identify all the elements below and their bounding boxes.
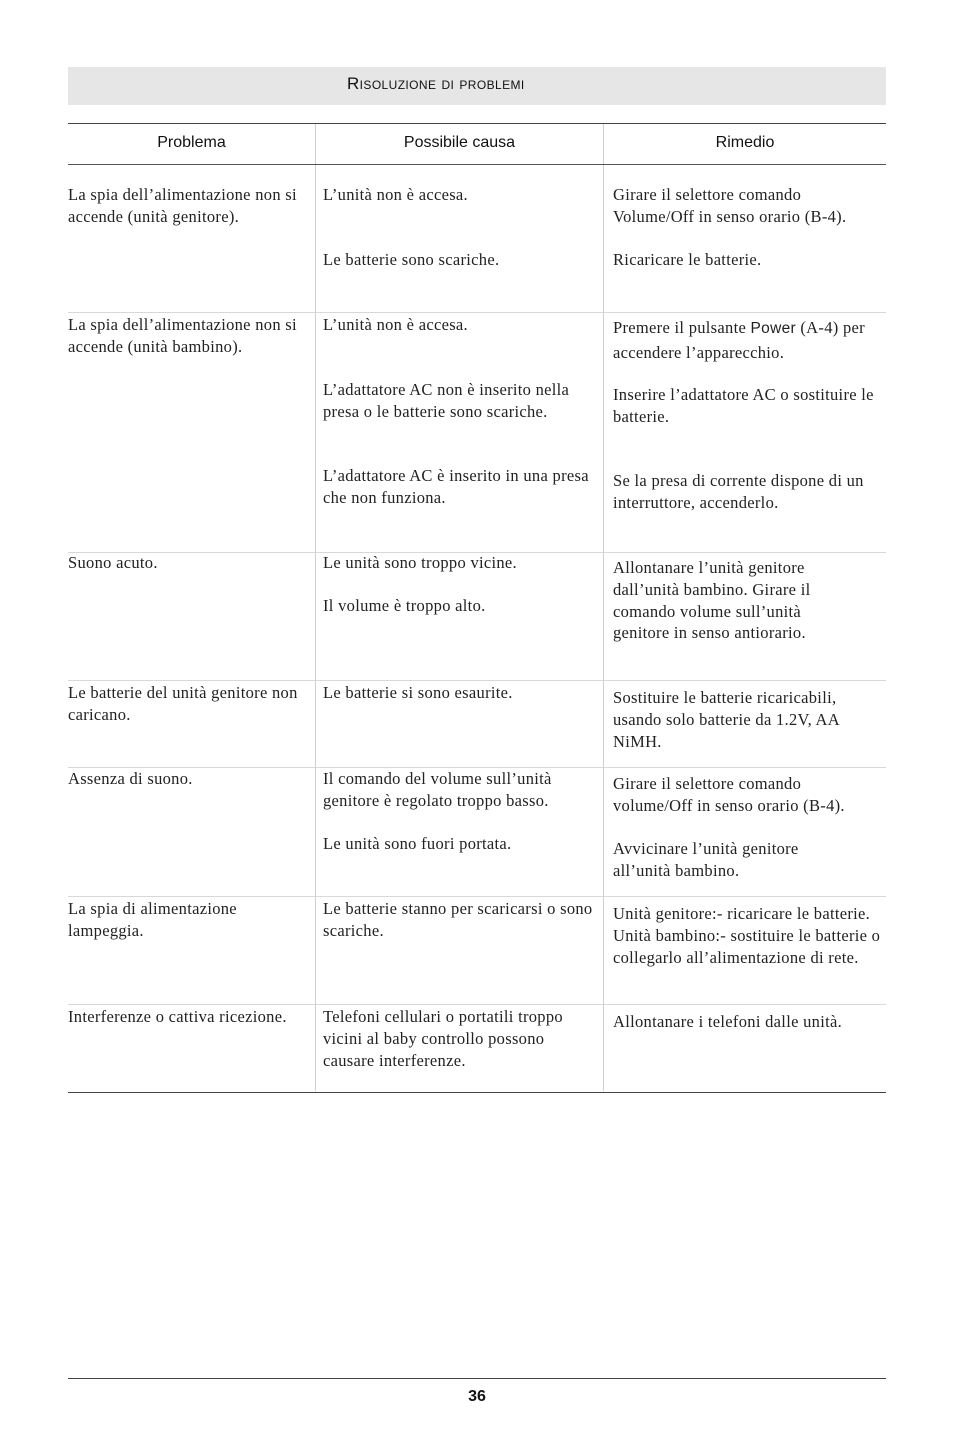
section-title: Risoluzione di problemi xyxy=(347,74,525,93)
cause-cell: Le batterie si sono esaurite. xyxy=(323,683,513,702)
page-number: 36 xyxy=(468,1388,486,1405)
row-divider xyxy=(68,896,886,897)
cause-cell: Il comando del volume sull’unità genitore è regolato troppo basso. xyxy=(323,769,552,810)
remedy-cell: Avvicinare l’unità genitore all’unità bambino. xyxy=(613,839,799,880)
cause-cell: L’adattatore AC non è inserito nella presa o le batterie sono scariche. xyxy=(323,380,570,421)
remedy-text: Premere il pulsante xyxy=(613,318,747,337)
remedy-cell: Sostituire le batterie ricaricabili, usando solo batterie da 1.2V, AA NiMH. xyxy=(613,688,840,751)
header-remedy: Rimedio xyxy=(715,134,775,151)
cause-cell: Le batterie stanno per scaricarsi o sono scariche. xyxy=(323,899,593,940)
power-button-label: Power xyxy=(750,320,796,337)
column-divider xyxy=(603,124,604,1091)
cause-cell: Telefoni cellulari o portatili troppo vicini al baby controllo possono causare interferenze. xyxy=(323,1007,563,1070)
cause-cell: L’unità non è accesa. xyxy=(323,185,468,204)
remedy-cell: Unità genitore:- ricaricare le batterie. Unità bambino:- sostituire le batterie o collegarlo all’alimentazione di rete. xyxy=(613,904,881,967)
cause-cell: Il volume è troppo alto. xyxy=(323,596,486,615)
cause-cell: Le batterie sono scariche. xyxy=(323,250,500,269)
header-problem: Problema xyxy=(157,134,226,151)
remedy-cell: Ricaricare le batterie. xyxy=(613,250,762,269)
problem-cell: La spia dell’alimentazione non si accende (unità genitore). xyxy=(68,185,297,226)
section-title-bar xyxy=(68,67,886,105)
remedy-cell: Allontanare i telefoni dalle unità. xyxy=(613,1012,843,1031)
cause-cell: L’adattatore AC è inserito in una presa che non funziona. xyxy=(323,466,589,507)
remedy-cell xyxy=(613,316,885,365)
problem-cell: Le batterie del unità genitore non caricano. xyxy=(68,683,298,724)
remedy-cell: Girare il selettore comando Volume/Off in senso orario (B-4). xyxy=(613,185,847,226)
problem-cell: La spia dell’alimentazione non si accende (unità bambino). xyxy=(68,315,297,356)
remedy-text: (A-4) per accendere l’apparecchio. xyxy=(613,318,865,362)
problem-cell: Interferenze o cattiva ricezione. xyxy=(68,1007,287,1026)
remedy-cell: Girare il selettore comando volume/Off in senso orario (B-4). xyxy=(613,774,845,815)
problem-cell: Suono acuto. xyxy=(68,553,158,572)
problem-cell: Assenza di suono. xyxy=(68,769,193,788)
column-divider xyxy=(315,124,316,1091)
remedy-cell: Allontanare l’unità genitore dall’unità bambino. Girare il comando volume sull’unità genitore in senso antiorario. xyxy=(613,558,811,643)
cause-cell: Le unità sono fuori portata. xyxy=(323,834,512,853)
row-divider xyxy=(68,1004,886,1005)
header-divider xyxy=(68,164,886,165)
remedy-cell: Inserire l’adattatore AC o sostituire le batterie. xyxy=(613,385,874,426)
problem-cell: La spia di alimentazione lampeggia. xyxy=(68,899,237,940)
cause-cell: L’unità non è accesa. xyxy=(323,315,468,334)
row-divider xyxy=(68,312,886,313)
remedy-cell: Se la presa di corrente dispone di un interruttore, accenderlo. xyxy=(613,471,864,512)
header-cause: Possibile causa xyxy=(403,134,516,151)
footer-rule xyxy=(68,1378,886,1379)
cause-cell: Le unità sono troppo vicine. xyxy=(323,553,517,572)
row-divider xyxy=(68,680,886,681)
